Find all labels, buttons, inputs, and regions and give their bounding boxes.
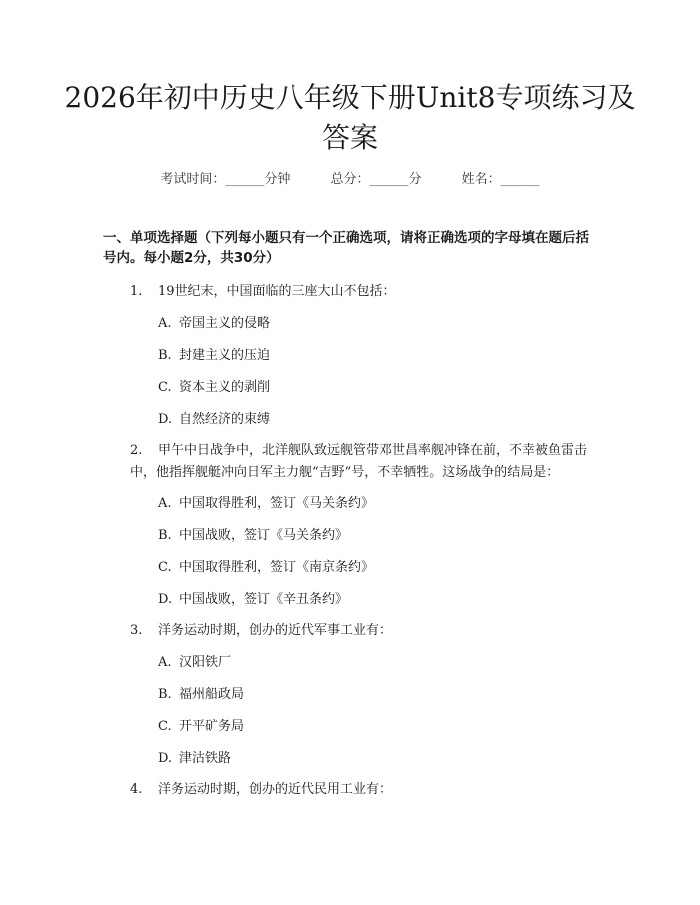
option-text: 中国取得胜利，签订《马关条约》 [179,496,375,511]
exam-time-field: 考试时间：______分钟 [160,172,291,187]
option-letter: C. [158,719,172,734]
question [103,440,600,484]
document-title: 2026年初中历史八年级下册Unit8专项练习及答案 [64,81,636,154]
option-letter: A. [158,655,172,670]
option [158,494,374,514]
option-text: 自然经济的束缚 [179,412,271,427]
option [158,410,270,430]
option-text: 汉阳铁厂 [179,655,232,670]
student-name-field: 姓名：______ [461,172,540,187]
option-letter: B. [158,348,172,363]
option-text: 福州船政局 [179,687,245,702]
question [103,281,600,303]
question [103,620,600,642]
question-number: 1. [130,284,143,299]
question-number: 4. [130,782,143,797]
option-text: 中国战败，签订《辛丑条约》 [179,592,349,607]
question-text: 19世纪末，中国面临的三座大山不包括： [158,284,396,299]
question-text: 洋务运动时期，创办的近代军事工业有： [158,623,393,638]
option-text: 津沽铁路 [179,751,232,766]
total-score-field: 总分：______分 [330,172,422,187]
option [158,590,348,610]
option-letter: B. [158,687,172,702]
option-text: 中国取得胜利，签订《南京条约》 [179,560,375,575]
option [158,717,244,737]
section-heading: 一、单项选择题（下列每小题只有一个正确选项，请将正确选项的字母填在题后括号内。每小题2分，共30分） [103,230,589,266]
option-text: 封建主义的压迫 [179,348,271,363]
option [158,558,374,578]
option-text: 开平矿务局 [179,719,245,734]
option-letter: C. [158,380,172,395]
question-number: 3. [130,623,143,638]
question-text: 甲午中日战争中，北洋舰队致远舰管带邓世昌率舰冲锋在前，不幸被鱼雷击中，他指挥舰艇冲向日军主力舰“吉野”号，不幸牺牲。这场战争的结局是： [130,443,588,480]
option-letter: C. [158,560,172,575]
question [103,779,600,801]
option-letter: D. [158,412,173,427]
option [158,685,244,705]
option [158,653,231,673]
option-letter: A. [158,496,172,511]
option [158,346,270,366]
option-letter: A. [158,316,172,331]
exam-meta [0,168,700,187]
option-text: 中国战败，签订《马关条约》 [179,528,349,543]
option-letter: D. [158,592,173,607]
option-letter: D. [158,751,173,766]
question-number: 2. [130,443,143,458]
option [158,749,231,769]
option [158,526,348,546]
question-text: 洋务运动时期，创办的近代民用工业有： [158,782,393,797]
option-letter: B. [158,528,172,543]
option-text: 资本主义的剥削 [179,380,271,395]
option [158,378,270,398]
option-text: 帝国主义的侵略 [179,316,271,331]
option [158,314,270,334]
